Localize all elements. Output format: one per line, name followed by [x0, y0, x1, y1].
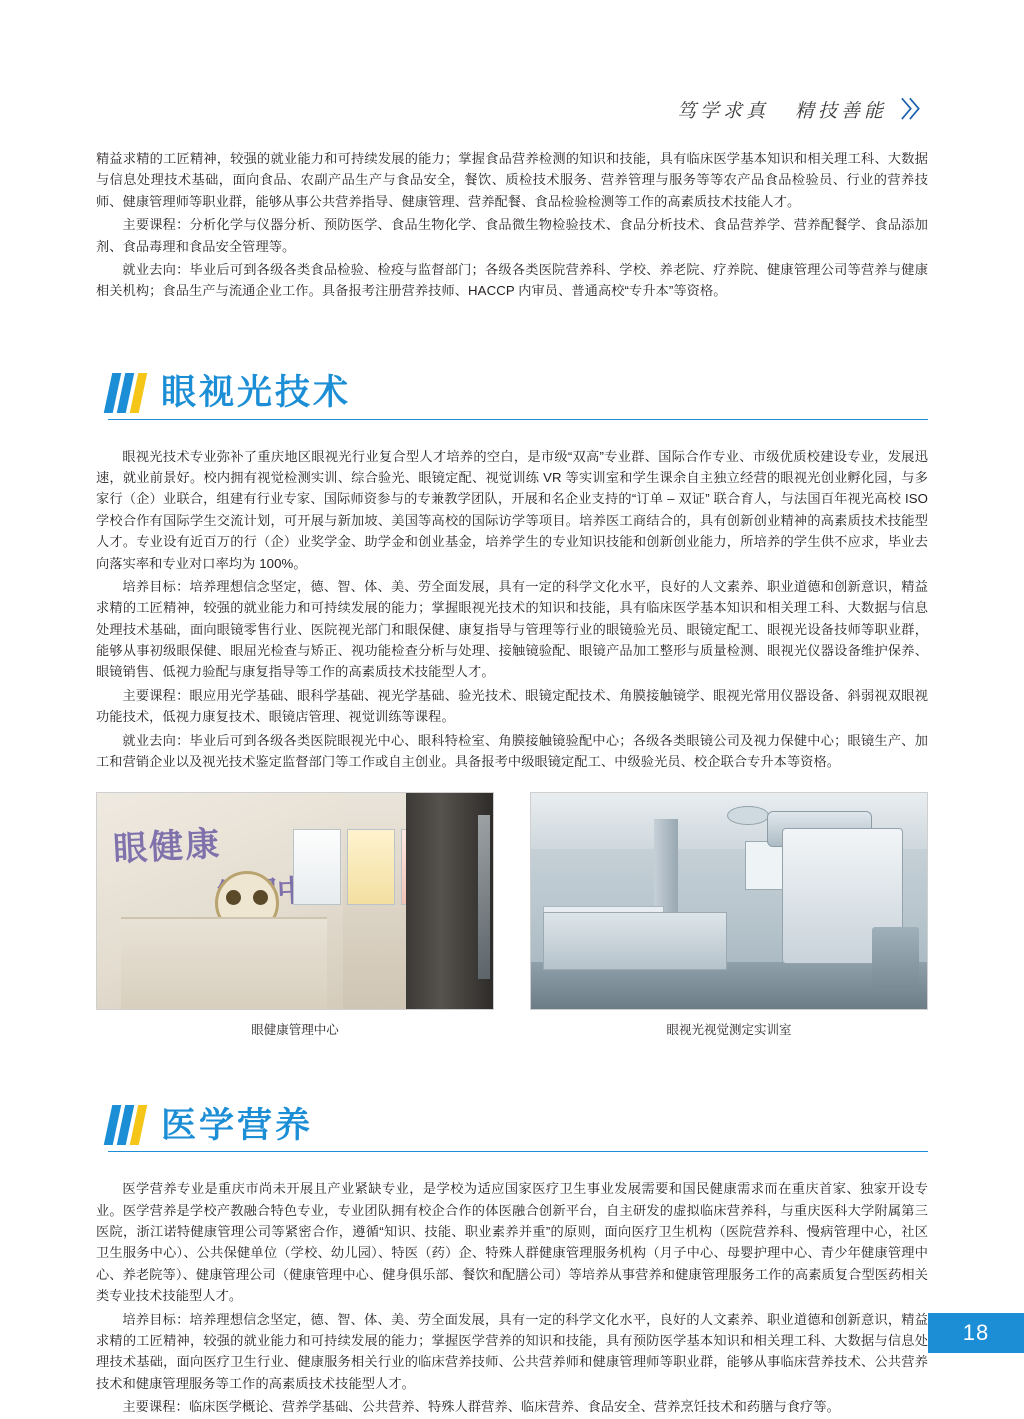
- figure-caption: 眼健康管理中心: [251, 1023, 339, 1038]
- paragraph: 精益求精的工匠精神，较强的就业能力和可持续发展的能力；掌握食品营养检测的知识和技能，具有临床医学基本知识和相关理工科、大数据与信息处理技术基础，面向食品、农副产品生产与食品安全，餐饮、质检技术服务、营养管理与服务等等农产品食品检验员、行业的营养技师、健康管理师等职业群，能够从事公共营养指导、健康管理、营养配餐、食品检验检测等工作的高素质技术技能人才。: [96, 151, 928, 209]
- section-title-nutrition: [108, 1096, 928, 1154]
- section-divider: [108, 419, 928, 420]
- top-section: [96, 148, 928, 302]
- paragraph: 就业去向：毕业后可到各级各类医院眼视光中心、眼科特检室、角膜接触镜验配中心；各级各类眼镜公司及视力保健中心；眼镜生产、加工和营销企业以及视光技术鉴定监督部门等工作或自主创业。具备报考中级眼镜定配工、中级验光员、校企联合专升本等资格。: [96, 732, 928, 769]
- paragraph: 培养目标：培养理想信念坚定，德、智、体、美、劳全面发展，具有一定的科学文化水平，良好的人文素养、职业道德和创新意识，精益求精的工匠精神，较强的就业能力和可持续发展的能力；掌握眼视光技术的知识和技能，具有临床医学基本知识和相关理工科、大数据与信息处理技术基础，面向眼镜零售行业、医院视光部门和眼保健、康复指导与管理等行业的眼镜验光员、眼镜定配工、眼视光设备技师等职业群，能够从事初级眼保健、眼屈光检查与矫正、视功能检查分析与处理、接触镜验配、眼镜产品加工整形与质量检测、眼视光仪器设备维护保养、眼镜销售、低视力验配与康复指导等工作的高素质技术技能型人才。: [96, 578, 928, 680]
- figure-optometry-lab: [530, 792, 928, 1038]
- section-heading: 眼视光技术: [161, 373, 352, 413]
- paragraph: 主要课程：临床医学概论、营养学基础、公共营养、特殊人群营养、临床营养、食品安全、营养烹饪技术和药膳与食疗等。: [122, 1399, 840, 1414]
- header-slogan: [677, 96, 887, 123]
- section-divider: [108, 1151, 928, 1152]
- title-bars-icon: [108, 1105, 147, 1145]
- paragraph: 培养目标：培养理想信念坚定，德、智、体、美、劳全面发展，具有一定的科学文化水平，良好的人文素养、职业道德和创新意识，精益求精的工匠精神，较强的就业能力和可持续发展的能力；掌握医学营养的知识和技能，具有预防医学基本知识和相关理工科、大数据与信息处理技术基础，面向医疗卫生行业、健康服务相关行业的临床营养技师、公共营养师和健康管理师等职业群，能够从事临床营养技术、公共营养技术和健康管理服务等工作的高素质技术技能型人才。: [96, 1311, 928, 1391]
- header-slogan-right: 精技善能: [794, 101, 887, 122]
- figure-eye-health-center: [96, 792, 494, 1038]
- section-optometry: [96, 364, 928, 1039]
- photo-optometry-lab: [530, 792, 928, 1010]
- paragraph: 主要课程：眼应用光学基础、眼科学基础、视光学基础、验光技术、眼镜定配技术、角膜接触镜学、眼视光常用仪器设备、斜弱视双眼视功能技术，低视力康复技术、眼镜店管理、视觉训练等课程。: [96, 687, 928, 725]
- figure-caption: 眼视光视觉测定实训室: [666, 1023, 792, 1038]
- paragraph: 医学营养专业是重庆市尚未开展且产业紧缺专业，是学校为适应国家医疗卫生事业发展需要和国民健康需求而在重庆首家、独家开设专业。医学营养是学校产教融合特色专业，专业团队拥有校企合作的体医融合创新平台，自主研发的虚拟临床营养科，与重庆医科大学附属第三医院，浙江诺特健康管理公司等紧密合作，遵循“知识、技能、职业素养并重”的原则，面向医疗卫生机构（医院营养科、慢病管理中心，社区卫生服务中心）、公共保健单位（学校、幼儿园）、特医（药）企、特殊人群健康管理服务机构（月子中心、母婴护理中心、青少年健康管理中心、养老院等）、健康管理公司（健康管理中心、健身俱乐部、餐饮和配膳公司）等培养从事营养和健康管理服务工作的高素质复合型医药相关类专业技术技能型人才。: [96, 1181, 928, 1304]
- section-nutrition: [96, 1096, 928, 1417]
- figure-row: [96, 792, 928, 1038]
- photo-eye-health-center: [96, 792, 494, 1010]
- page-content: [96, 148, 928, 1419]
- section-heading: 医学营养: [161, 1105, 314, 1145]
- header-slogan-left: 笃学求真: [676, 101, 769, 122]
- photo-wall-text: 眼健康: [112, 824, 223, 871]
- chevron-right-icon: 〉〉: [900, 96, 928, 122]
- title-bars-icon: [108, 373, 147, 413]
- paragraph: 眼视光技术专业弥补了重庆地区眼视光行业复合型人才培养的空白，是市级“双高”专业群、国际合作专业、市级优质校建设专业，发展迅速，就业前景好。校内拥有视觉检测实训、综合验光、眼镜定配、视觉训练 VR 等实训室和学生课余自主独立经营的眼视光创业孵化园，与多家行（企）业联合，组建有行业专家、国际师资参与的专兼教学团队，开展和名企业支持的“订单 – 双证” 联合育人，与法国百年视光高校 ISO 学校合作有国际学生交流计划，可开展与新加坡、美国等高校的国际访学等项目。培养医工商结合的，具有创新创业精神的高素质技术技能型人才。专业设有近百万的行（企）业奖学金、助学金和创业基金，培养学生的专业知识技能和创新创业能力，所培养的学生供不应求，毕业去向落实率和专业对口率均为 100%。: [96, 448, 928, 571]
- paragraph: 主要课程：分析化学与仪器分析、预防医学、食品生物化学、食品微生物检验技术、食品分析技术、食品营养学、营养配餐学、食品添加剂、食品毒理和食品安全管理等。: [96, 217, 928, 254]
- page-number: 18: [928, 1313, 1024, 1353]
- section-title-optometry: [108, 364, 928, 422]
- paragraph: 就业去向：毕业后可到各级各类食品检验、检疫与监督部门；各级各类医院营养科、学校、养老院、疗养院、健康管理公司等营养与健康相关机构；食品生产与流通企业工作。具备报考注册营养技师、HACCP 内审员、普通高校“专升本”等资格。: [96, 261, 928, 299]
- page-header: [677, 96, 928, 123]
